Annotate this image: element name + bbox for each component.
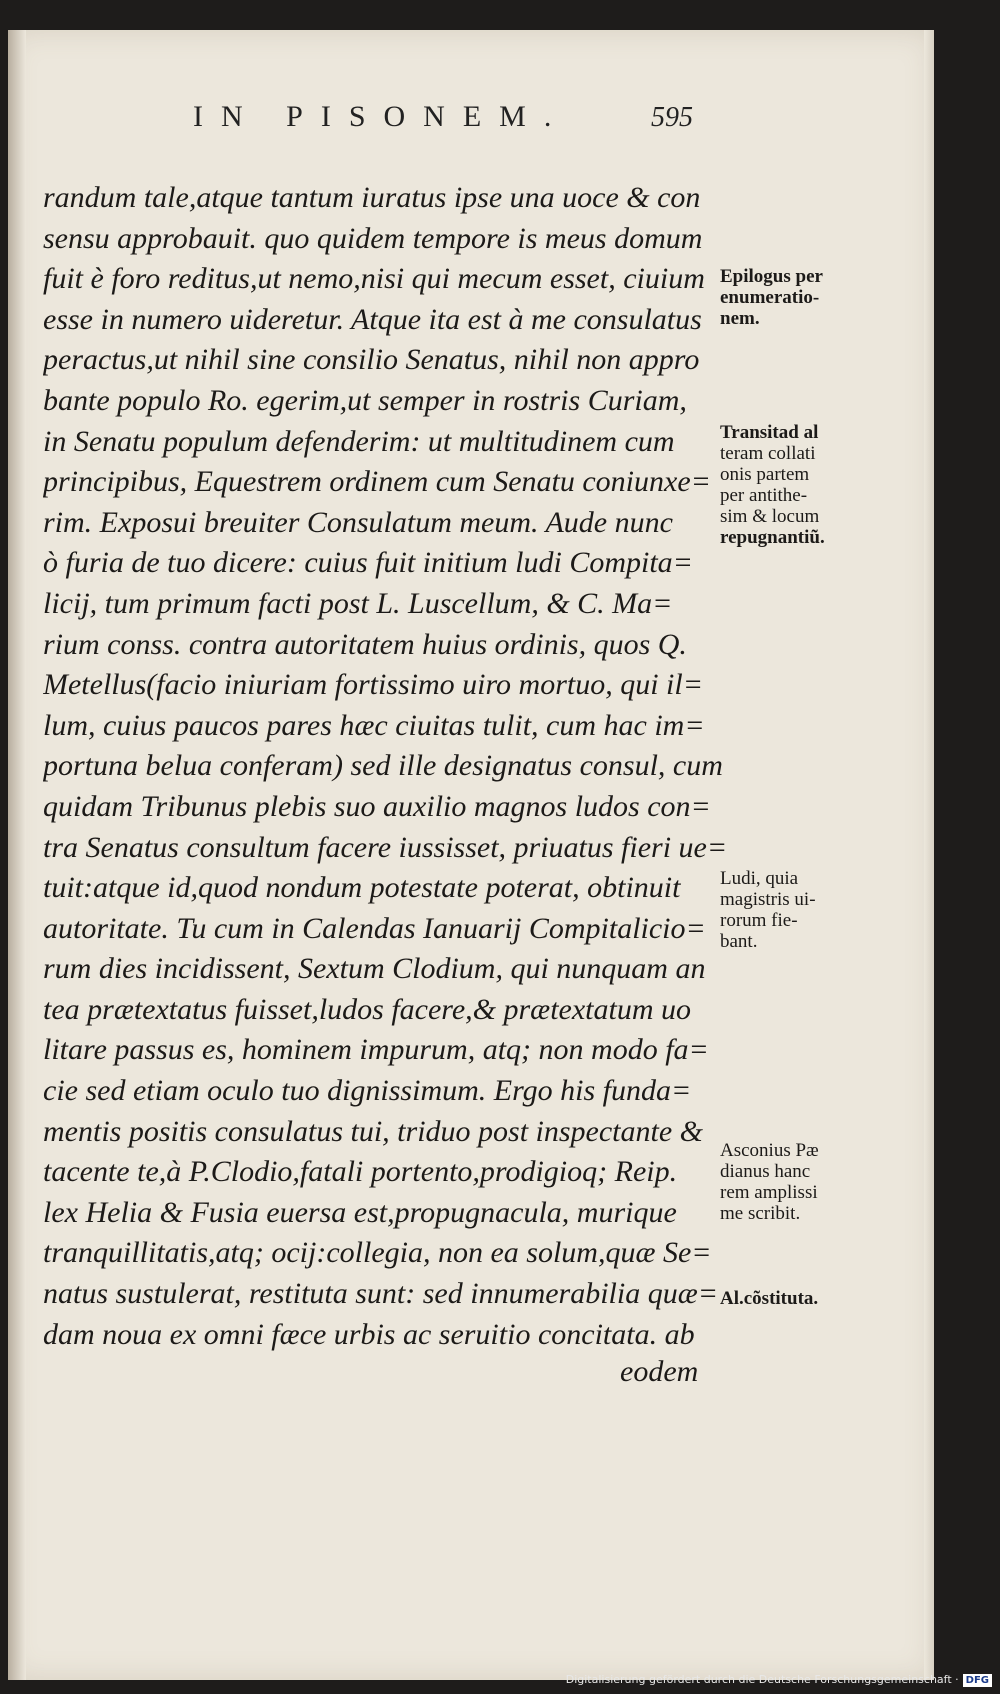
- margin-note-line: enumeratio-: [720, 287, 820, 308]
- text-line: tuit:atque id,quod nondum potestate poterat, obtinuit: [43, 871, 681, 905]
- text-line: licij, tum primum facti post L. Luscellum, & C. Ma=: [43, 586, 673, 620]
- page-fore-edge: [924, 30, 934, 1680]
- margin-note-line: magistris ui-: [720, 889, 816, 910]
- text-line: randum tale,atque tantum iuratus ipse una uoce & con: [43, 181, 701, 214]
- margin-note-line: rem amplissi: [720, 1182, 818, 1203]
- text-line: autoritate. Tu cum in Calendas Ianuarij Compitalicio=: [43, 911, 706, 945]
- catchword: eodem: [620, 1355, 699, 1388]
- margin-note-line: me scribit.: [720, 1203, 801, 1224]
- margin-note-line: dianus hanc: [720, 1161, 811, 1182]
- text-line: ò furia de tuo dicere: cuius fuit initium ludi Compita=: [43, 546, 693, 580]
- margin-note-line: per antithe-: [720, 485, 808, 506]
- margin-note-line: sim & locum: [720, 506, 820, 527]
- text-line: peractus,ut nihil sine consilio Senatus, nihil non appro: [43, 343, 700, 377]
- margin-note-constituta: [720, 1288, 920, 1309]
- margin-note-line: Transitad al: [720, 422, 819, 443]
- running-title: IN PISONEM.: [193, 100, 570, 133]
- margin-note-line: rorum fie-: [720, 910, 798, 931]
- text-line: bante populo Ro. egerim,ut semper in rostris Curiam,: [43, 383, 687, 417]
- running-head: [193, 100, 693, 140]
- margin-note-asconius: [720, 1140, 920, 1224]
- margin-note-line: Ludi, quia: [720, 868, 799, 889]
- text-line: rum dies incidissent, Sextum Clodium, qui nunquam an: [43, 952, 706, 986]
- text-line: sensu approbauit. quo quidem tempore is meus domum: [43, 221, 703, 255]
- margin-note-epilogus: [720, 266, 920, 329]
- text-line: lex Helia & Fusia euersa est,propugnacula, murique: [43, 1195, 677, 1229]
- credit-text: Digitalisierung gefördert durch die Deutsche Forschungsgemeinschaft ·: [565, 1673, 959, 1686]
- margin-note-line: onis partem: [720, 464, 810, 485]
- text-line: rium conss. contra autoritatem huius ordinis, quos Q.: [43, 627, 687, 661]
- margin-note-line: Al.cõstituta.: [720, 1288, 819, 1309]
- text-line: fuit è foro reditus,ut nemo,nisi qui mecum esset, ciuium: [43, 262, 705, 296]
- page-number: 595: [651, 102, 693, 133]
- text-line: esse in numero uideretur. Atque ita est à me consulatus: [43, 302, 702, 336]
- text-line: natus sustulerat, restituta sunt: sed innumerabilia quæ=: [43, 1277, 718, 1311]
- text-line: Metellus(facio iniuriam fortissimo uiro mortuo, qui il=: [43, 668, 703, 702]
- text-line: quidam Tribunus plebis suo auxilio magnos ludos con=: [43, 789, 711, 823]
- page-spine-shadow: [8, 30, 26, 1680]
- text-line: tacente te,à P.Clodio,fatali portento,prodigioq; Reip.: [43, 1155, 678, 1189]
- margin-note-line: bant.: [720, 931, 758, 952]
- main-text-block: [43, 178, 733, 1355]
- text-line: mentis positis consulatus tui, triduo post inspectante &: [43, 1114, 703, 1148]
- book-page: [8, 30, 934, 1680]
- margin-note-line: Asconius Pæ: [720, 1140, 819, 1161]
- dfg-logo: DFG: [963, 1674, 992, 1687]
- text-line: tea prætextatus fuisset,ludos facere,& prætextatum uo: [43, 992, 691, 1026]
- margin-note-line: repugnantiũ.: [720, 527, 825, 548]
- text-line: in Senatu populum defenderim: ut multitudinem cum: [43, 424, 675, 458]
- text-line: litare passus es, hominem impurum, atq; non modo fa=: [43, 1033, 709, 1067]
- text-line: tranquillitatis,atq; ocij:collegia, non ea solum,quæ Se=: [43, 1236, 712, 1270]
- margin-note-line: Epilogus per: [720, 266, 823, 287]
- margin-note-transitio: [720, 422, 920, 548]
- margin-note-ludi: [720, 868, 920, 952]
- text-line: lum, cuius paucos pares hæc ciuitas tulit, cum hac im=: [43, 708, 705, 742]
- margin-note-line: teram collati: [720, 443, 816, 464]
- text-line: tra Senatus consultum facere iussisset, priuatus fieri ue=: [43, 830, 728, 864]
- text-line: cie sed etiam oculo tuo dignissimum. Ergo his funda=: [43, 1074, 692, 1108]
- text-line: dam noua ex omni fæce urbis ac seruitio concitata. ab: [43, 1317, 695, 1351]
- digitization-credit: [566, 1673, 992, 1687]
- text-line: rim. Exposui breuiter Consulatum meum. Aude nunc: [43, 505, 673, 539]
- text-line: principibus, Equestrem ordinem cum Senatu coniunxe=: [43, 465, 711, 499]
- margin-note-line: nem.: [720, 308, 760, 329]
- text-line: portuna belua conferam) sed ille designatus consul, cum: [43, 749, 723, 783]
